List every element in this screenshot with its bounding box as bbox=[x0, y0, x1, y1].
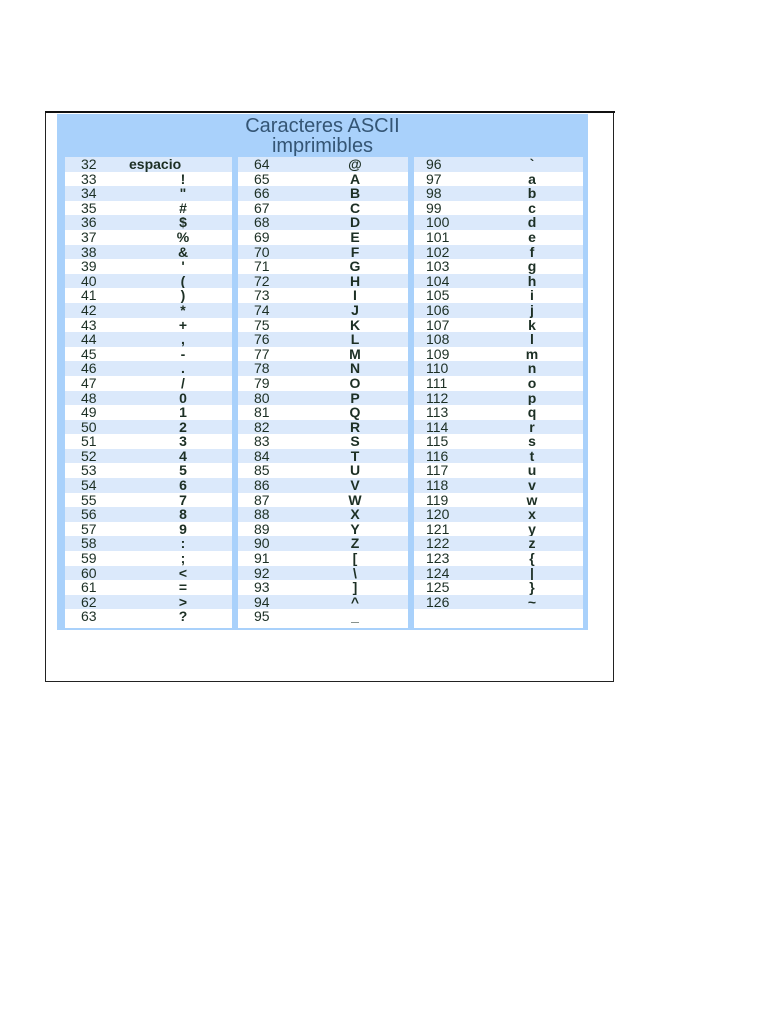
ascii-code: 86 bbox=[254, 477, 270, 494]
ascii-character: [ bbox=[352, 550, 358, 567]
table-row bbox=[65, 186, 232, 201]
ascii-code: 71 bbox=[254, 258, 270, 275]
ascii-character: . bbox=[181, 360, 185, 377]
table-row bbox=[65, 230, 232, 245]
ascii-code: 41 bbox=[81, 287, 97, 304]
table-row bbox=[414, 566, 583, 581]
ascii-code: 78 bbox=[254, 360, 270, 377]
table-row bbox=[65, 405, 232, 420]
ascii-character: c bbox=[528, 199, 536, 216]
table-row bbox=[65, 245, 232, 260]
ascii-character: 2 bbox=[179, 418, 187, 435]
ascii-code: 117 bbox=[426, 462, 449, 479]
ascii-character: ` bbox=[529, 157, 535, 172]
table-row bbox=[238, 172, 408, 187]
ascii-character: \ bbox=[353, 564, 357, 581]
ascii-character: z bbox=[528, 535, 536, 552]
table-row bbox=[414, 186, 583, 201]
table-row bbox=[65, 274, 232, 289]
table-row bbox=[414, 332, 583, 347]
table-row bbox=[238, 230, 408, 245]
ascii-code: 50 bbox=[81, 418, 97, 435]
ascii-character: S bbox=[350, 433, 360, 450]
ascii-code: 96 bbox=[426, 157, 442, 172]
ascii-code: 49 bbox=[81, 404, 97, 421]
ascii-character: b bbox=[527, 185, 537, 202]
table-row bbox=[414, 230, 583, 245]
table-title bbox=[57, 116, 588, 158]
ascii-character: f bbox=[529, 243, 535, 260]
ascii-character: B bbox=[349, 185, 361, 202]
table-row bbox=[414, 303, 583, 318]
ascii-code: 80 bbox=[254, 389, 270, 406]
table-row bbox=[414, 215, 583, 230]
table-row bbox=[238, 478, 408, 493]
ascii-code: 67 bbox=[254, 199, 270, 216]
ascii-character: R bbox=[349, 418, 361, 435]
ascii-character: H bbox=[349, 272, 361, 289]
table-row bbox=[238, 551, 408, 566]
ascii-character: 9 bbox=[179, 520, 187, 537]
ascii-code: 84 bbox=[254, 447, 270, 464]
ascii-code: 93 bbox=[254, 579, 270, 596]
ascii-character: ~ bbox=[527, 593, 537, 610]
table-row bbox=[414, 391, 583, 406]
table-row bbox=[65, 303, 232, 318]
ascii-column-1 bbox=[65, 157, 232, 628]
table-row bbox=[65, 347, 232, 362]
ascii-code: 69 bbox=[254, 228, 270, 245]
ascii-character: Y bbox=[350, 520, 360, 537]
table-row bbox=[65, 288, 232, 303]
ascii-code: 110 bbox=[426, 360, 449, 377]
table-row bbox=[65, 332, 232, 347]
ascii-code: 111 bbox=[426, 374, 448, 391]
ascii-code: 59 bbox=[81, 550, 97, 567]
ascii-code: 36 bbox=[81, 214, 97, 231]
ascii-code: 57 bbox=[81, 520, 97, 537]
table-row bbox=[414, 507, 583, 522]
table-row bbox=[414, 493, 583, 508]
table-row bbox=[238, 303, 408, 318]
ascii-code: 91 bbox=[254, 550, 270, 567]
ascii-character: ; bbox=[180, 550, 186, 567]
table-row bbox=[238, 609, 408, 624]
table-row bbox=[65, 566, 232, 581]
ascii-code: 92 bbox=[254, 564, 270, 581]
ascii-character: ! bbox=[180, 170, 186, 187]
table-row bbox=[414, 288, 583, 303]
table-title-line1: Caracteres ASCII bbox=[245, 115, 400, 137]
ascii-code: 56 bbox=[81, 506, 97, 523]
ascii-character: E bbox=[350, 228, 360, 245]
table-row bbox=[65, 493, 232, 508]
ascii-character: j bbox=[530, 301, 534, 318]
table-title-line2: imprimibles bbox=[271, 135, 374, 157]
ascii-character: 8 bbox=[179, 506, 187, 523]
ascii-code: 64 bbox=[254, 157, 270, 172]
table-row bbox=[238, 522, 408, 537]
ascii-code: 75 bbox=[254, 316, 270, 333]
ascii-character: a bbox=[528, 170, 536, 187]
ascii-character: y bbox=[528, 520, 536, 537]
ascii-character: ? bbox=[178, 608, 188, 625]
ascii-character: { bbox=[529, 550, 535, 567]
ascii-code: 42 bbox=[81, 301, 97, 318]
ascii-code: 104 bbox=[426, 272, 450, 289]
ascii-character: 6 bbox=[179, 477, 187, 494]
ascii-code: 38 bbox=[81, 243, 97, 260]
ascii-code: 124 bbox=[426, 564, 450, 581]
table-row bbox=[65, 449, 232, 464]
ascii-character: * bbox=[180, 301, 186, 318]
ascii-character: # bbox=[179, 199, 187, 216]
table-row bbox=[238, 449, 408, 464]
ascii-character: T bbox=[350, 447, 360, 464]
ascii-code: 51 bbox=[81, 433, 97, 450]
ascii-code: 40 bbox=[81, 272, 97, 289]
ascii-code: 82 bbox=[254, 418, 270, 435]
ascii-character: _ bbox=[351, 608, 359, 625]
ascii-code: 101 bbox=[426, 228, 450, 245]
ascii-character: V bbox=[350, 477, 360, 494]
ascii-character: ' bbox=[181, 258, 185, 275]
table-row bbox=[65, 259, 232, 274]
ascii-code: 116 bbox=[426, 447, 449, 464]
table-row bbox=[238, 361, 408, 376]
ascii-character: espacio bbox=[129, 157, 182, 172]
table-row bbox=[414, 318, 583, 333]
ascii-character: m bbox=[525, 345, 539, 362]
ascii-character: L bbox=[350, 331, 360, 348]
table-row bbox=[238, 186, 408, 201]
ascii-code: 122 bbox=[426, 535, 450, 552]
ascii-code: 109 bbox=[426, 345, 450, 362]
ascii-character: , bbox=[181, 331, 185, 348]
table-row bbox=[238, 420, 408, 435]
table-row bbox=[414, 522, 583, 537]
ascii-code: 43 bbox=[81, 316, 97, 333]
ascii-code: 52 bbox=[81, 447, 97, 464]
ascii-code: 88 bbox=[254, 506, 270, 523]
table-row bbox=[414, 405, 583, 420]
ascii-code: 97 bbox=[426, 170, 442, 187]
ascii-code: 48 bbox=[81, 389, 97, 406]
ascii-code: 66 bbox=[254, 185, 270, 202]
ascii-character: u bbox=[527, 462, 537, 479]
table-row bbox=[238, 463, 408, 478]
table-row bbox=[414, 347, 583, 362]
ascii-code: 83 bbox=[254, 433, 270, 450]
table-row bbox=[238, 288, 408, 303]
ascii-character: = bbox=[178, 579, 188, 596]
ascii-character: K bbox=[349, 316, 361, 333]
ascii-code: 45 bbox=[81, 345, 97, 362]
ascii-code: 118 bbox=[426, 477, 449, 494]
ascii-code: 76 bbox=[254, 331, 270, 348]
ascii-code: 102 bbox=[426, 243, 450, 260]
ascii-character: p bbox=[527, 389, 537, 406]
table-row bbox=[238, 332, 408, 347]
ascii-code: 62 bbox=[81, 593, 97, 610]
ascii-code: 95 bbox=[254, 608, 270, 625]
ascii-code: 120 bbox=[426, 506, 450, 523]
ascii-character: Q bbox=[349, 404, 361, 421]
table-row bbox=[238, 536, 408, 551]
table-row bbox=[238, 347, 408, 362]
ascii-character: l bbox=[530, 331, 534, 348]
ascii-code: 32 bbox=[81, 157, 97, 172]
ascii-character: 5 bbox=[179, 462, 187, 479]
ascii-character: k bbox=[528, 316, 536, 333]
ascii-code: 81 bbox=[254, 404, 270, 421]
table-row bbox=[414, 245, 583, 260]
table-row bbox=[65, 580, 232, 595]
ascii-code: 103 bbox=[426, 258, 450, 275]
ascii-character: ) bbox=[180, 287, 186, 304]
ascii-character: N bbox=[349, 360, 361, 377]
table-row bbox=[414, 376, 583, 391]
ascii-code: 60 bbox=[81, 564, 97, 581]
ascii-character: J bbox=[351, 301, 359, 318]
table-row bbox=[238, 245, 408, 260]
ascii-character: h bbox=[527, 272, 537, 289]
ascii-character: - bbox=[180, 345, 186, 362]
ascii-code: 79 bbox=[254, 374, 270, 391]
table-row bbox=[238, 595, 408, 610]
table-row bbox=[65, 318, 232, 333]
ascii-character: O bbox=[349, 374, 361, 391]
table-row bbox=[65, 215, 232, 230]
ascii-character: ( bbox=[180, 272, 186, 289]
table-row bbox=[414, 259, 583, 274]
ascii-column-2 bbox=[238, 157, 408, 628]
ascii-code: 125 bbox=[426, 579, 450, 596]
table-row bbox=[65, 434, 232, 449]
table-row bbox=[414, 172, 583, 187]
ascii-code: 126 bbox=[426, 593, 450, 610]
table-row bbox=[414, 536, 583, 551]
ascii-character: q bbox=[527, 404, 537, 421]
ascii-character: i bbox=[530, 287, 534, 304]
table-row bbox=[238, 493, 408, 508]
ascii-code: 34 bbox=[81, 185, 97, 202]
ascii-code: 89 bbox=[254, 520, 270, 537]
ascii-character: % bbox=[176, 228, 190, 245]
ascii-code: 119 bbox=[426, 491, 449, 508]
ascii-character: n bbox=[527, 360, 537, 377]
ascii-code: 58 bbox=[81, 535, 97, 552]
ascii-code: 106 bbox=[426, 301, 450, 318]
table-row bbox=[238, 259, 408, 274]
ascii-character: v bbox=[528, 477, 536, 494]
table-row bbox=[238, 405, 408, 420]
ascii-character: U bbox=[349, 462, 361, 479]
ascii-code: 94 bbox=[254, 593, 270, 610]
ascii-code: 65 bbox=[254, 170, 270, 187]
ascii-character: s bbox=[528, 433, 536, 450]
ascii-character: t bbox=[529, 447, 535, 464]
ascii-code: 113 bbox=[426, 404, 449, 421]
ascii-character: } bbox=[529, 579, 535, 596]
ascii-column-3 bbox=[414, 157, 583, 628]
ascii-character: ] bbox=[352, 579, 358, 596]
ascii-code: 105 bbox=[426, 287, 450, 304]
table-row bbox=[238, 201, 408, 216]
ascii-code: 90 bbox=[254, 535, 270, 552]
ascii-character: D bbox=[349, 214, 361, 231]
ascii-character: > bbox=[178, 593, 188, 610]
ascii-code: 114 bbox=[426, 418, 449, 435]
ascii-code: 47 bbox=[81, 374, 97, 391]
ascii-code: 68 bbox=[254, 214, 270, 231]
table-row bbox=[65, 420, 232, 435]
ascii-code: 70 bbox=[254, 243, 270, 260]
ascii-code: 99 bbox=[426, 199, 442, 216]
ascii-character: F bbox=[350, 243, 360, 260]
table-row bbox=[414, 580, 583, 595]
ascii-code: 44 bbox=[81, 331, 97, 348]
ascii-code: 73 bbox=[254, 287, 270, 304]
table-row bbox=[65, 376, 232, 391]
ascii-code: 115 bbox=[426, 433, 449, 450]
ascii-character: / bbox=[181, 374, 185, 391]
table-row bbox=[65, 201, 232, 216]
table-row bbox=[414, 420, 583, 435]
table-row bbox=[414, 274, 583, 289]
ascii-code: 54 bbox=[81, 477, 97, 494]
table-row bbox=[238, 391, 408, 406]
table-row bbox=[65, 595, 232, 610]
table-row bbox=[65, 391, 232, 406]
frame-top-border bbox=[45, 111, 615, 113]
ascii-character: d bbox=[527, 214, 537, 231]
table-row bbox=[238, 566, 408, 581]
ascii-character: 7 bbox=[179, 491, 187, 508]
ascii-character: @ bbox=[348, 157, 362, 172]
ascii-character: r bbox=[529, 418, 535, 435]
ascii-code: 121 bbox=[426, 520, 450, 537]
table-row bbox=[414, 478, 583, 493]
ascii-character: | bbox=[530, 564, 534, 581]
ascii-code: 72 bbox=[254, 272, 270, 289]
ascii-code: 112 bbox=[426, 389, 449, 406]
ascii-code: 100 bbox=[426, 214, 450, 231]
ascii-character: Z bbox=[350, 535, 360, 552]
empty-row bbox=[414, 609, 583, 624]
table-row bbox=[238, 318, 408, 333]
ascii-code: 108 bbox=[426, 331, 450, 348]
table-row bbox=[414, 201, 583, 216]
table-row bbox=[414, 463, 583, 478]
ascii-code: 61 bbox=[81, 579, 97, 596]
ascii-character: I bbox=[353, 287, 357, 304]
ascii-character: 1 bbox=[179, 404, 187, 421]
table-row bbox=[414, 449, 583, 464]
ascii-code: 98 bbox=[426, 185, 442, 202]
table-row bbox=[238, 580, 408, 595]
table-row bbox=[65, 522, 232, 537]
ascii-character: M bbox=[349, 345, 361, 362]
ascii-character: X bbox=[350, 506, 360, 523]
table-row bbox=[238, 376, 408, 391]
table-row bbox=[65, 478, 232, 493]
table-row bbox=[238, 274, 408, 289]
ascii-character: e bbox=[528, 228, 536, 245]
ascii-character: + bbox=[178, 316, 188, 333]
table-row bbox=[65, 551, 232, 566]
ascii-character: W bbox=[348, 491, 362, 508]
ascii-code: 39 bbox=[81, 258, 97, 275]
table-row bbox=[238, 507, 408, 522]
ascii-character: g bbox=[527, 258, 537, 275]
table-row bbox=[65, 536, 232, 551]
table-row bbox=[65, 157, 232, 172]
ascii-character: $ bbox=[179, 214, 187, 231]
ascii-code: 77 bbox=[254, 345, 270, 362]
ascii-character: 3 bbox=[179, 433, 187, 450]
ascii-character: 4 bbox=[179, 447, 187, 464]
ascii-character: o bbox=[527, 374, 537, 391]
ascii-character: x bbox=[528, 506, 536, 523]
table-row bbox=[65, 609, 232, 624]
table-row bbox=[238, 157, 408, 172]
table-row bbox=[65, 361, 232, 376]
ascii-code: 63 bbox=[81, 608, 97, 625]
table-row bbox=[65, 507, 232, 522]
ascii-code: 46 bbox=[81, 360, 97, 377]
ascii-character: ^ bbox=[350, 593, 360, 610]
ascii-code: 85 bbox=[254, 462, 270, 479]
table-row bbox=[414, 361, 583, 376]
ascii-code: 53 bbox=[81, 462, 97, 479]
ascii-code: 35 bbox=[81, 199, 97, 216]
table-row bbox=[65, 463, 232, 478]
ascii-code: 123 bbox=[426, 550, 450, 567]
ascii-code: 107 bbox=[426, 316, 450, 333]
table-row bbox=[238, 434, 408, 449]
ascii-code: 87 bbox=[254, 491, 270, 508]
table-row bbox=[238, 215, 408, 230]
ascii-character: C bbox=[349, 199, 361, 216]
ascii-code: 55 bbox=[81, 491, 97, 508]
table-row bbox=[414, 595, 583, 610]
ascii-character: P bbox=[350, 389, 360, 406]
table-row bbox=[414, 434, 583, 449]
ascii-code: 74 bbox=[254, 301, 270, 318]
ascii-character: " bbox=[179, 185, 187, 202]
ascii-code: 33 bbox=[81, 170, 97, 187]
table-row bbox=[65, 172, 232, 187]
ascii-code: 37 bbox=[81, 228, 97, 245]
ascii-character: G bbox=[349, 258, 361, 275]
ascii-character: & bbox=[177, 243, 189, 260]
table-row bbox=[414, 551, 583, 566]
ascii-character: 0 bbox=[179, 389, 187, 406]
ascii-character: < bbox=[178, 564, 188, 581]
table-row bbox=[414, 157, 583, 172]
ascii-character: w bbox=[526, 491, 538, 508]
ascii-character: A bbox=[349, 170, 361, 187]
ascii-character: : bbox=[180, 535, 186, 552]
